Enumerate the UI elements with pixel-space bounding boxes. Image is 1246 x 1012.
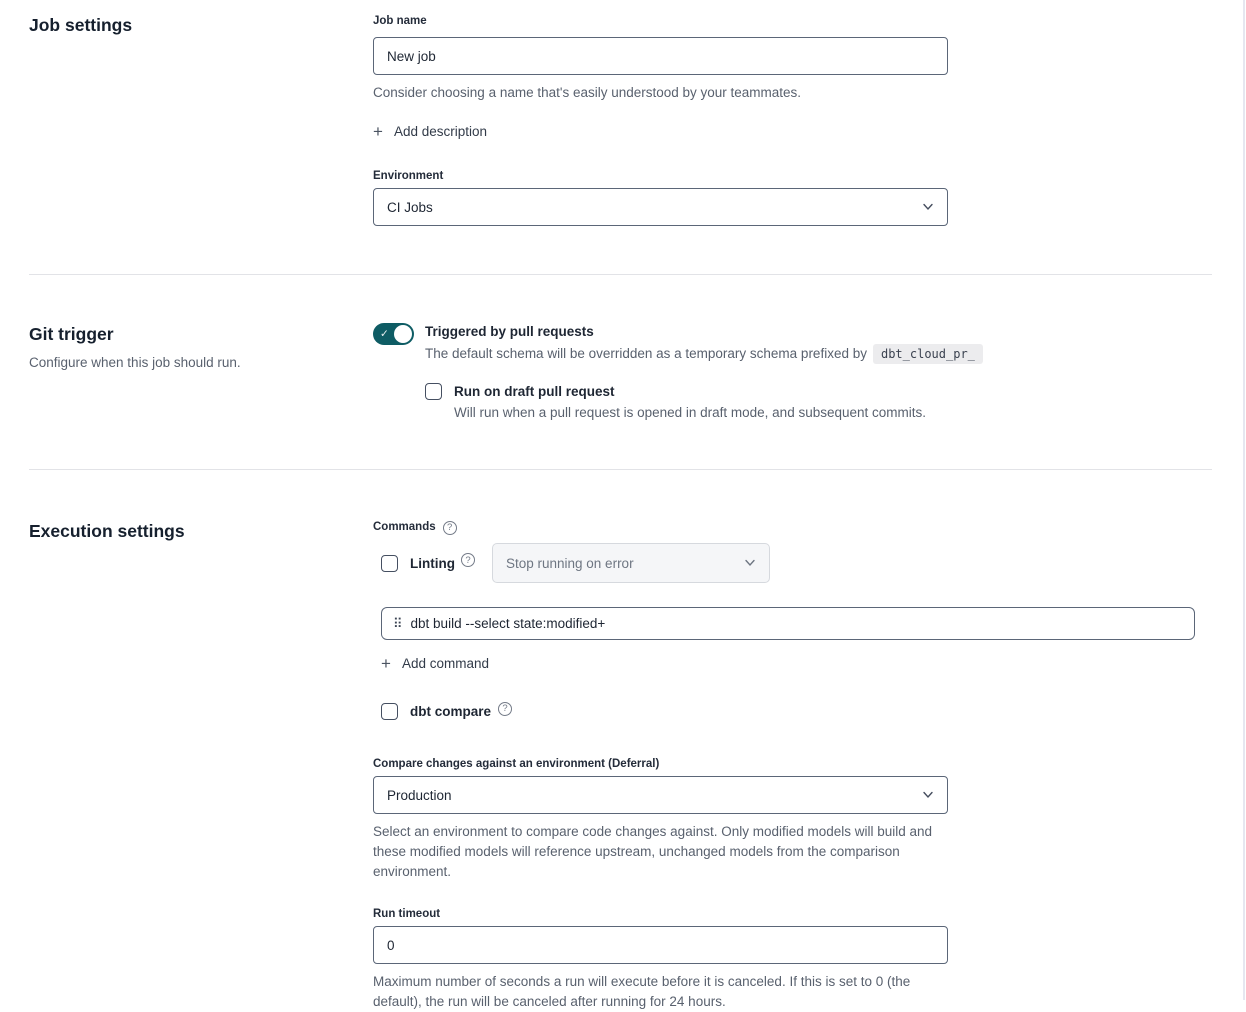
command-input[interactable] (411, 608, 1194, 639)
schema-description: The default schema will be overridden as a temporary schema prefixed by (425, 346, 867, 361)
section-git-trigger (0, 275, 1246, 423)
schema-line (425, 344, 983, 364)
draft-pull-request-label: Run on draft pull request (454, 384, 615, 399)
add-description-label: Add description (393, 124, 487, 139)
dbt-compare-label: dbt compare (410, 704, 492, 719)
commands-label-row (373, 520, 1213, 535)
chevron-down-icon (744, 559, 756, 567)
draft-pull-request-description: Will run when a pull request is opened in draft mode, and subsequent commits. (454, 405, 927, 420)
git-trigger-subtitle: Configure when this job should run. (29, 355, 241, 370)
chevron-down-icon (922, 203, 934, 211)
draft-pull-request-checkbox[interactable] (425, 383, 442, 400)
environment-select-value: CI Jobs (387, 199, 433, 215)
section-execution-settings (0, 470, 1246, 1012)
linting-mode-select-value: Stop running on error (505, 555, 634, 571)
plus-icon: + (373, 122, 383, 141)
draft-pull-request-row (425, 383, 1213, 423)
pull-request-toggle-label: Triggered by pull requests (425, 324, 594, 339)
git-trigger-title-col (0, 323, 373, 423)
run-timeout-label: Run timeout (373, 908, 441, 920)
job-settings-title-col (0, 14, 373, 226)
pull-request-toggle[interactable] (373, 323, 414, 345)
add-command-label: Add command (401, 656, 489, 671)
linting-mode-select[interactable] (492, 543, 770, 583)
commands-help-icon[interactable]: ? (443, 521, 457, 535)
linting-checkbox[interactable] (381, 555, 398, 572)
section-job-settings (0, 0, 1246, 226)
run-timeout-helper: Maximum number of seconds a run will execute before it is canceled. If this is set to 0 (the default), the run will be canceled after running for 24 hours. (373, 974, 911, 1009)
deferral-helper: Select an environment to compare code changes against. Only modified models will build and these modified models will reference upstream, unchanged models from the comparison environment. (373, 824, 933, 879)
environment-select[interactable] (373, 188, 948, 226)
environment-label: Environment (373, 170, 444, 182)
dbt-compare-checkbox[interactable] (381, 703, 398, 720)
linting-label: Linting (410, 555, 455, 571)
dbt-compare-help-icon[interactable]: ? (498, 702, 512, 716)
execution-settings-title-col (0, 520, 373, 1012)
execution-settings-heading: Execution settings (29, 521, 185, 541)
deferral-select[interactable] (373, 776, 948, 814)
job-settings-heading: Job settings (29, 15, 133, 35)
add-description-button[interactable] (373, 124, 487, 139)
commands-label: Commands (373, 521, 436, 533)
linting-row (381, 543, 1213, 583)
run-timeout-input[interactable] (373, 926, 948, 964)
dbt-compare-row (381, 703, 1213, 720)
check-icon: ✓ (380, 328, 389, 340)
job-name-label: Job name (373, 15, 427, 27)
command-row (381, 607, 1195, 640)
linting-help-icon[interactable]: ? (461, 553, 475, 567)
job-name-input[interactable] (373, 37, 948, 75)
toggle-knob (394, 325, 412, 343)
schema-code-chip: dbt_cloud_pr_ (873, 344, 983, 364)
chevron-down-icon (922, 791, 934, 799)
deferral-label: Compare changes against an environment (Deferral) (373, 758, 660, 770)
page-right-border (1243, 0, 1245, 1000)
plus-icon: + (381, 654, 391, 673)
git-trigger-heading: Git trigger (29, 324, 114, 344)
deferral-select-value: Production (387, 787, 452, 803)
add-command-button[interactable] (381, 656, 489, 671)
job-name-helper: Consider choosing a name that's easily understood by your teammates. (373, 85, 802, 100)
pull-request-toggle-row (373, 323, 1213, 364)
drag-handle-icon[interactable]: ⠿ (393, 616, 403, 631)
